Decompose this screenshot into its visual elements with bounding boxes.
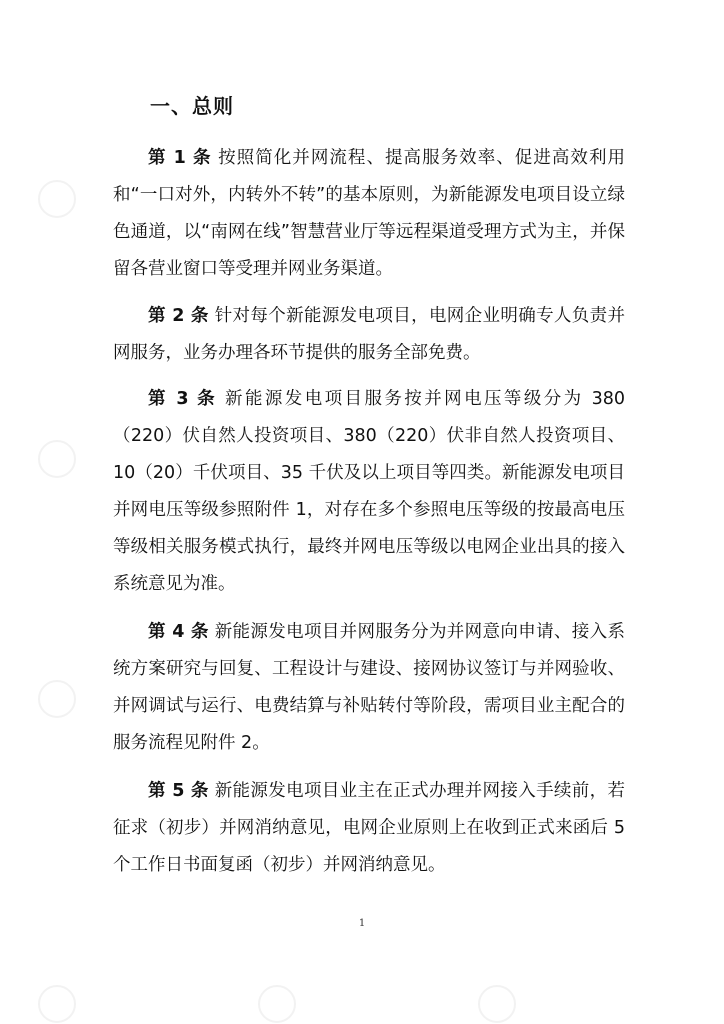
article-3-text: 新能源发电项目服务按并网电压等级分为 380（220）伏自然人投资项目、380（220）伏非自然人投资项目、10（20）千伏项目、35 千伏及以上项目等四类。新能源发电项目并网电压等级参照附件 1，对存在多个参照电压等级的按最高电压等级相关服务模式执行，最终并网电压等级以电网企业出具的接入系统意见为准。 — [113, 389, 625, 594]
page-number: 1 — [358, 918, 366, 929]
article-1-text: 按照简化并网流程、提高服务效率、促进高效利用和“一口对外，内转外不转”的基本原则，为新能源发电项目设立绿色通道，以“南网在线”智慧营业厅等远程渠道受理方式为主，并保留各营业窗口等受理并网业务渠道。 — [113, 148, 625, 279]
watermark-seal-icon — [38, 440, 76, 478]
article-2-text: 针对每个新能源发电项目，电网企业明确专人负责并网服务，业务办理各环节提供的服务全部免费。 — [113, 306, 625, 363]
watermark-seal-icon — [38, 680, 76, 718]
watermark-seal-icon — [38, 180, 76, 218]
section-heading: 一、总则 — [150, 94, 234, 118]
watermark-seal-icon — [258, 985, 296, 1023]
article-1-label: 第 1 条 — [148, 148, 212, 168]
article-2 — [113, 298, 625, 372]
article-3-label: 第 3 条 — [148, 389, 218, 409]
article-2-label: 第 2 条 — [148, 306, 209, 326]
article-5-label: 第 5 条 — [148, 781, 209, 801]
article-1 — [113, 140, 625, 288]
article-3 — [113, 381, 625, 603]
watermark-seal-icon — [478, 985, 516, 1023]
article-4-text: 新能源发电项目并网服务分为并网意向申请、接入系统方案研究与回复、工程设计与建设、接网协议签订与并网验收、并网调试与运行、电费结算与补贴转付等阶段，需项目业主配合的服务流程见附件 2。 — [113, 622, 625, 753]
article-5 — [113, 773, 625, 884]
article-4-label: 第 4 条 — [148, 622, 209, 642]
watermark-seal-icon — [38, 985, 76, 1023]
article-4 — [113, 614, 625, 762]
article-5-text: 新能源发电项目业主在正式办理并网接入手续前，若征求（初步）并网消纳意见，电网企业原则上在收到正式来函后 5 个工作日书面复函（初步）并网消纳意见。 — [113, 781, 625, 875]
